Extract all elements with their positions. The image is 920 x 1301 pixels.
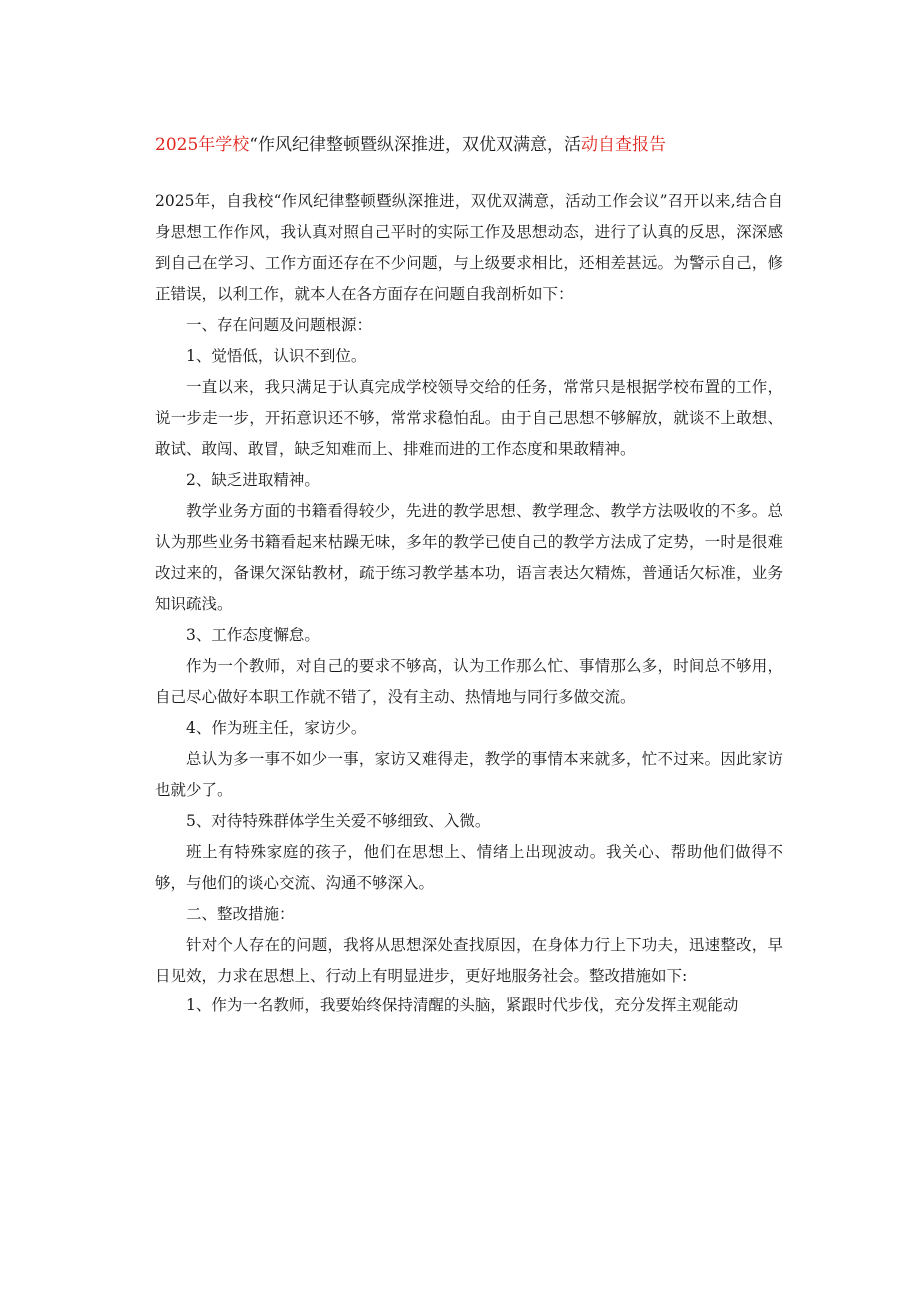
measure-item-1: 1、作为一名教师，我要始终保持清醒的头脑，紧跟时代步伐，充分发挥主观能动 xyxy=(186,996,739,1014)
document-body xyxy=(155,186,783,1019)
item-heading-2: 2、缺乏进取精神。 xyxy=(186,471,320,489)
paragraph-item-1: 一直以来，我只满足于认真完成学校领导交给的任务，常常只是根据学校布置的工作，说一步走一步，开拓意识还不够，常常求稳怕乱。由于自己思想不够解放，就谈不上敢想、敢试、敢闯、敢冒，缺乏知难而上、排难而进的工作态度和果敢精神。 xyxy=(155,378,783,458)
item-heading-3: 3、工作态度懈怠。 xyxy=(186,626,320,644)
paragraph-item-2: 教学业务方面的书籍看得较少，先进的教学思想、教学理念、教学方法吸收的不多。总认为那些业务书籍看起来枯躁无味，多年的教学已使自己的教学方法成了定势，一时是很难改过来的，备课欠深钻教材，疏于练习教学基本功，语言表达欠精炼，普通话欠标准，业务知识疏浅。 xyxy=(155,502,783,613)
title-part-main: “作风纪律整顿暨纵深推进，双优双满意，活 xyxy=(249,135,581,155)
item-heading-4: 4、作为班主任，家访少。 xyxy=(186,719,367,737)
paragraph-measures-intro: 针对个人存在的问题，我将从思想深处查找原因，在身体力行上下功夫，迅速整改，早日见效，力求在思想上、行动上有明显进步，更好地服务社会。整改措施如下: xyxy=(155,936,783,985)
document-title xyxy=(155,133,795,157)
item-heading-1: 1、觉悟低，认识不到位。 xyxy=(186,347,367,365)
title-part-year: 2025年学校 xyxy=(155,135,250,155)
section-heading-measures: 二、整改措施： xyxy=(186,905,295,923)
section-heading-problems: 一、存在问题及问题根源： xyxy=(186,316,373,334)
paragraph-item-5: 班上有特殊家庭的孩子，他们在思想上、情绪上出现波动。我关心、帮助他们做得不够，与他们的谈心交流、沟通不够深入。 xyxy=(155,843,783,892)
paragraph-intro: 2025年，自我校“作风纪律整顿暨纵深推进，双优双满意，活动工作会议”召开以来,结合自身思想工作作风，我认真对照自己平时的实际工作及思想动态，进行了认真的反思，深深感到自己在学习、工作方面还存在不少问题，与上级要求相比，还相差甚远。为警示自己，修正错误，以利工作，就本人在各方面存在问题自我剖析如下： xyxy=(155,192,783,303)
title-part-end: 动自查报告 xyxy=(580,135,666,155)
item-heading-5: 5、对待特殊群体学生关爱不够细致、入微。 xyxy=(186,812,491,830)
paragraph-item-4: 总认为多一事不如少一事，家访又难得走，教学的事情本来就多，忙不过来。因此家访也就少了。 xyxy=(155,750,783,799)
paragraph-item-3: 作为一个教师，对自己的要求不够高，认为工作那么忙、事情那么多，时间总不够用，自己尽心做好本职工作就不错了，没有主动、热情地与同行多做交流。 xyxy=(155,657,783,706)
